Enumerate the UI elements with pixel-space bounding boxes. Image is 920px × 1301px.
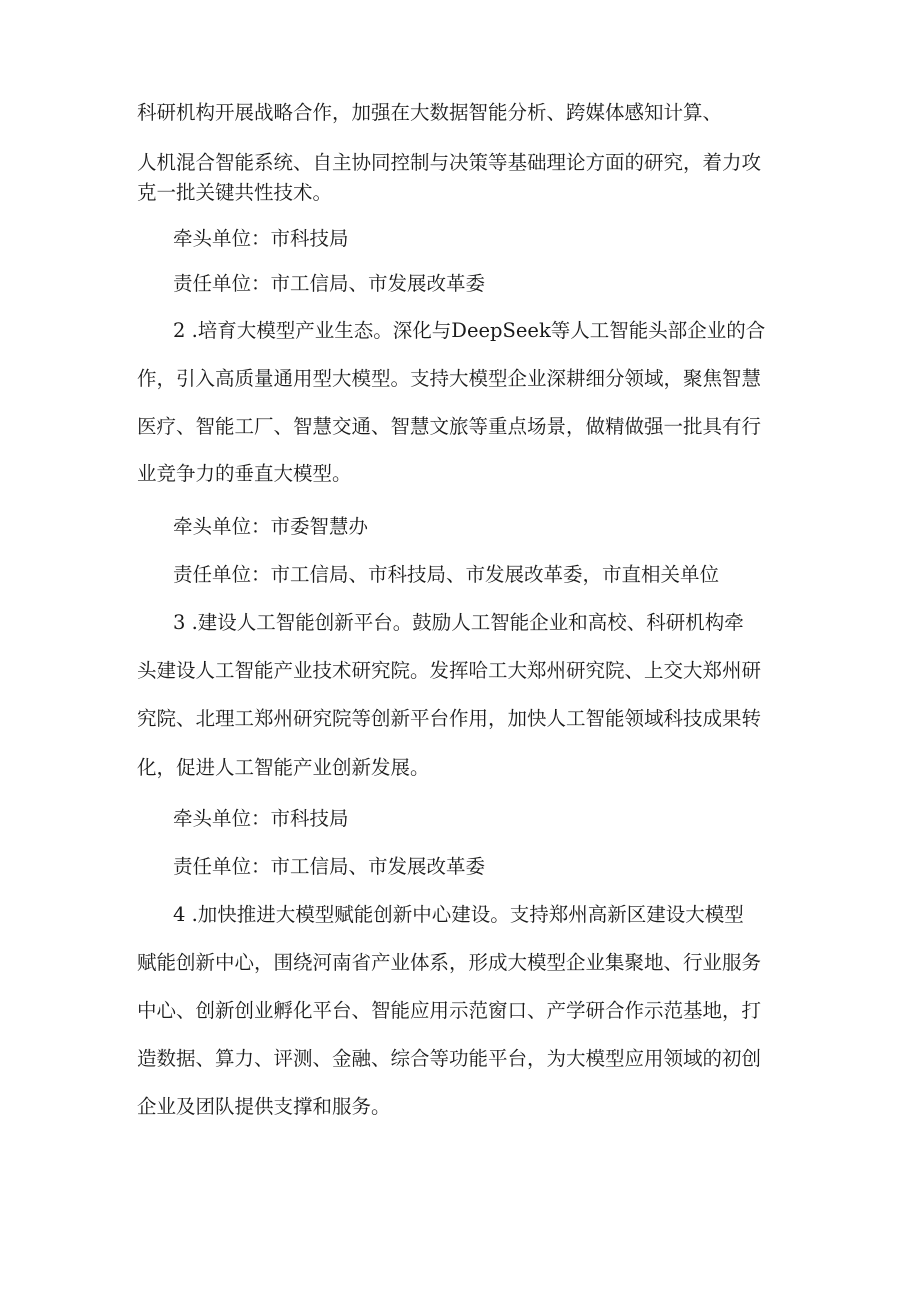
- text-line: 克一批关键共性技术。: [137, 181, 333, 204]
- text-line: 人机混合智能系统、自主协同控制与决策等基础理论方面的研究，着力攻: [137, 151, 762, 174]
- text-line: 4 .加快推进大模型赋能创新中心建设。支持郑州高新区建设大模型: [173, 903, 744, 926]
- lead-unit-line: 牵头单位：市科技局: [173, 227, 349, 250]
- text-line: 化，促进人工智能产业创新发展。: [137, 756, 430, 779]
- text-line: 赋能创新中心，围绕河南省产业体系，形成大模型企业集聚地、行业服务: [137, 951, 762, 974]
- text-line: 作，引入高质量通用型大模型。支持大模型企业深耕细分领域，聚焦智慧: [137, 367, 762, 390]
- text-line: 3 .建设人工智能创新平台。鼓励人工智能企业和高校、科研机构牵: [173, 611, 744, 634]
- text-line: 医疗、智能工厂、智慧交通、智慧文旅等重点场景，做精做强一批具有行: [137, 415, 762, 438]
- responsible-unit-line: 责任单位：市工信局、市发展改革委: [173, 272, 486, 295]
- responsible-unit-line: 责任单位：市工信局、市科技局、市发展改革委，市直相关单位: [173, 563, 720, 586]
- text-line: 业竞争力的垂直大模型。: [137, 462, 352, 485]
- text-line: 造数据、算力、评测、金融、综合等功能平台，为大模型应用领域的初创: [137, 1047, 762, 1070]
- responsible-unit-line: 责任单位：市工信局、市发展改革委: [173, 855, 486, 878]
- text-line: 科研机构开展战略合作，加强在大数据智能分析、跨媒体感知计算、: [137, 101, 723, 124]
- lead-unit-line: 牵头单位：市科技局: [173, 807, 349, 830]
- lead-unit-line: 牵头单位：市委智慧办: [173, 515, 369, 538]
- text-line: 企业及团队提供支撑和服务。: [137, 1095, 391, 1118]
- text-line: 中心、创新创业孵化平台、智能应用示范窗口、产学研合作示范基地，打: [137, 999, 762, 1022]
- text-line: 究院、北理工郑州研究院等创新平台作用，加快人工智能领域科技成果转: [137, 707, 762, 730]
- text-line: 头建设人工智能产业技术研究院。发挥哈工大郑州研究院、上交大郑州研: [137, 659, 762, 682]
- text-line: 2 .培育大模型产业生态。深化与DeepSeek等人工智能头部企业的合: [173, 319, 766, 342]
